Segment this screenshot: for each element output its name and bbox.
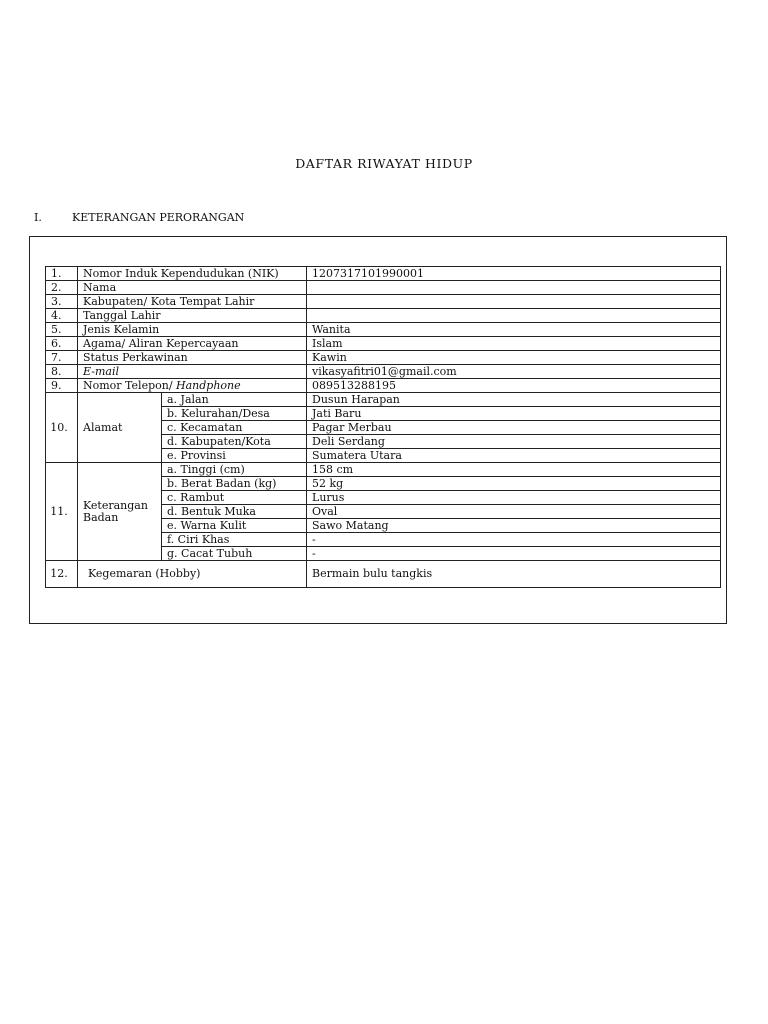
row-number: 6. <box>46 337 78 351</box>
row-label-prefix: Nomor Telepon/ <box>83 378 177 392</box>
sub-value: Dusun Harapan <box>307 393 721 407</box>
table-row <box>46 463 721 477</box>
sub-value: Sawo Matang <box>307 519 721 533</box>
row-label: Nomor Induk Kependudukan (NIK) <box>78 267 307 281</box>
sub-value: Deli Serdang <box>307 435 721 449</box>
row-number: 1. <box>46 267 78 281</box>
group-label-badan <box>78 463 162 561</box>
row-value: Bermain bulu tangkis <box>307 561 721 588</box>
sub-value: 52 kg <box>307 477 721 491</box>
personal-info-table <box>45 266 721 588</box>
sub-value: Oval <box>307 505 721 519</box>
row-value: 089513288195 <box>307 379 721 393</box>
sub-label: c. Kecamatan <box>162 421 307 435</box>
sub-label: a. Tinggi (cm) <box>162 463 307 477</box>
row-label: E-mail <box>78 365 307 379</box>
table-row <box>46 351 721 365</box>
sub-value: - <box>307 533 721 547</box>
sub-value: - <box>307 547 721 561</box>
row-value: vikasyafitri01@gmail.com <box>307 365 721 379</box>
group-label-alamat: Alamat <box>78 393 162 463</box>
row-number: 2. <box>46 281 78 295</box>
sub-value: 158 cm <box>307 463 721 477</box>
row-number: 8. <box>46 365 78 379</box>
table-row <box>46 393 721 407</box>
row-number: 3. <box>46 295 78 309</box>
row-value <box>307 295 721 309</box>
group-label-line: Badan <box>83 510 119 524</box>
row-label-italic: Handphone <box>176 378 241 392</box>
sub-label: d. Bentuk Muka <box>162 505 307 519</box>
section-title: KETERANGAN PERORANGAN <box>72 211 245 224</box>
table-row <box>46 295 721 309</box>
row-label: Kegemaran (Hobby) <box>78 561 307 588</box>
table-row <box>46 323 721 337</box>
sub-label: a. Jalan <box>162 393 307 407</box>
sub-label: c. Rambut <box>162 491 307 505</box>
row-label: Tanggal Lahir <box>78 309 307 323</box>
row-label: Agama/ Aliran Kepercayaan <box>78 337 307 351</box>
row-value: Wanita <box>307 323 721 337</box>
row-value: Kawin <box>307 351 721 365</box>
group-label-line: Keterangan <box>83 498 148 512</box>
sub-label: f. Ciri Khas <box>162 533 307 547</box>
row-number: 10. <box>46 393 78 463</box>
row-label: Nama <box>78 281 307 295</box>
sub-label: e. Warna Kulit <box>162 519 307 533</box>
row-number: 4. <box>46 309 78 323</box>
table-row <box>46 561 721 588</box>
sub-label: b. Berat Badan (kg) <box>162 477 307 491</box>
section-number: I. <box>34 211 42 224</box>
sub-value: Sumatera Utara <box>307 449 721 463</box>
section-heading <box>34 211 244 224</box>
row-number: 12. <box>46 561 78 588</box>
row-number: 7. <box>46 351 78 365</box>
row-value: 1207317101990001 <box>307 267 721 281</box>
table-row <box>46 365 721 379</box>
sub-label: d. Kabupaten/Kota <box>162 435 307 449</box>
row-label <box>78 379 307 393</box>
document-title: DAFTAR RIWAYAT HIDUP <box>295 156 473 171</box>
sub-label: e. Provinsi <box>162 449 307 463</box>
sub-label: g. Cacat Tubuh <box>162 547 307 561</box>
sub-label: b. Kelurahan/Desa <box>162 407 307 421</box>
table-row <box>46 281 721 295</box>
table-row <box>46 267 721 281</box>
row-label: Kabupaten/ Kota Tempat Lahir <box>78 295 307 309</box>
table-row <box>46 309 721 323</box>
table-row <box>46 337 721 351</box>
row-label: Jenis Kelamin <box>78 323 307 337</box>
row-label: Status Perkawinan <box>78 351 307 365</box>
sub-value: Pagar Merbau <box>307 421 721 435</box>
row-value: Islam <box>307 337 721 351</box>
sub-value: Lurus <box>307 491 721 505</box>
row-value <box>307 309 721 323</box>
table-row <box>46 379 721 393</box>
row-number: 11. <box>46 463 78 561</box>
sub-value: Jati Baru <box>307 407 721 421</box>
row-number: 9. <box>46 379 78 393</box>
row-value <box>307 281 721 295</box>
row-number: 5. <box>46 323 78 337</box>
